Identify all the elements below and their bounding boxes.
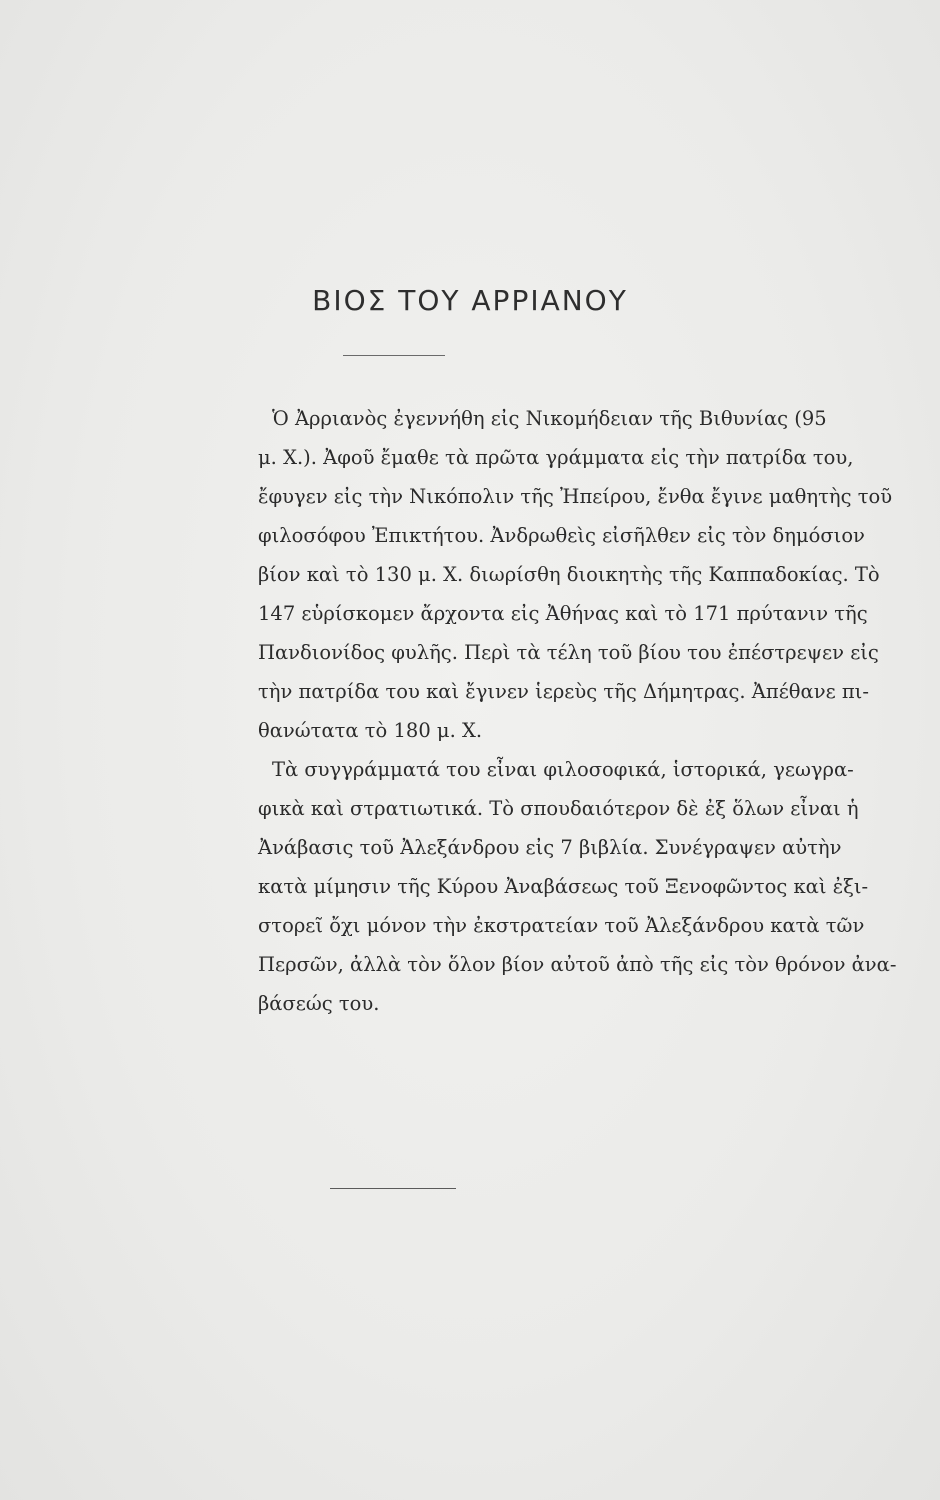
text-line: μ. Χ.). Ἀφοῦ ἔμαθε τὰ πρῶτα γράμματα εἰς τὴν πατρίδα του, xyxy=(258,446,854,469)
text-line: Ἀνάβασις τοῦ Ἀλεξάνδρου εἰς 7 βιβλία. Συνέγραψεν αὐτὴν xyxy=(258,836,842,859)
text-line: θανώτατα τὸ 180 μ. Χ. xyxy=(258,719,483,742)
text-line: στορεῖ ὄχι μόνον τὴν ἐκστρατείαν τοῦ Ἀλεξάνδρου κατὰ τῶν xyxy=(258,914,865,937)
text-line: Ὁ Ἀρριανὸς ἐγεννήθη εἰς Νικομήδειαν τῆς Βιθυνίας (95 xyxy=(272,407,827,430)
end-divider xyxy=(330,1188,456,1189)
text-line: τὴν πατρίδα του καὶ ἔγινεν ἱερεὺς τῆς Δήμητρας. Ἀπέθανε πι- xyxy=(258,680,869,703)
text-line: Τὰ συγγράμματά του εἶναι φιλοσοφικά, ἱστορικά, γεωγρα- xyxy=(272,758,854,781)
text-line: φικὰ καὶ στρατιωτικά. Τὸ σπουδαιότερον δὲ ἐξ ὅλων εἶναι ἡ xyxy=(258,797,859,820)
title-divider xyxy=(343,355,445,356)
text-line: φιλοσόφου Ἐπικτήτου. Ἀνδρωθεὶς εἰσῆλθεν εἰς τὸν δημόσιον xyxy=(258,524,865,547)
text-line: ἔφυγεν εἰς τὴν Νικόπολιν τῆς Ἠπείρου, ἔνθα ἔγινε μαθητὴς τοῦ xyxy=(258,485,893,508)
text-line: Πανδιονίδος φυλῆς. Περὶ τὰ τέλη τοῦ βίου του ἐπέστρεψεν εἰς xyxy=(258,641,879,664)
text-line: βάσεώς του. xyxy=(258,992,380,1015)
text-line: 147 εὑρίσκομεν ἄρχοντα εἰς Ἀθήνας καὶ τὸ 171 πρύτανιν τῆς xyxy=(258,602,868,625)
text-line: βίον καὶ τὸ 130 μ. Χ. διωρίσθη διοικητὴς τῆς Καππαδοκίας. Τὸ xyxy=(258,563,880,586)
text-line: κατὰ μίμησιν τῆς Κύρου Ἀναβάσεως τοῦ Ξενοφῶντος καὶ ἐξι- xyxy=(258,875,869,898)
text-line: Περσῶν, ἀλλὰ τὸν ὅλον βίον αὐτοῦ ἀπὸ τῆς εἰς τὸν θρόνον ἀνα- xyxy=(258,953,897,976)
chapter-title: ΒΙΟΣ ΤΟΥ ΑΡΡΙΑΝΟΥ xyxy=(312,284,628,317)
